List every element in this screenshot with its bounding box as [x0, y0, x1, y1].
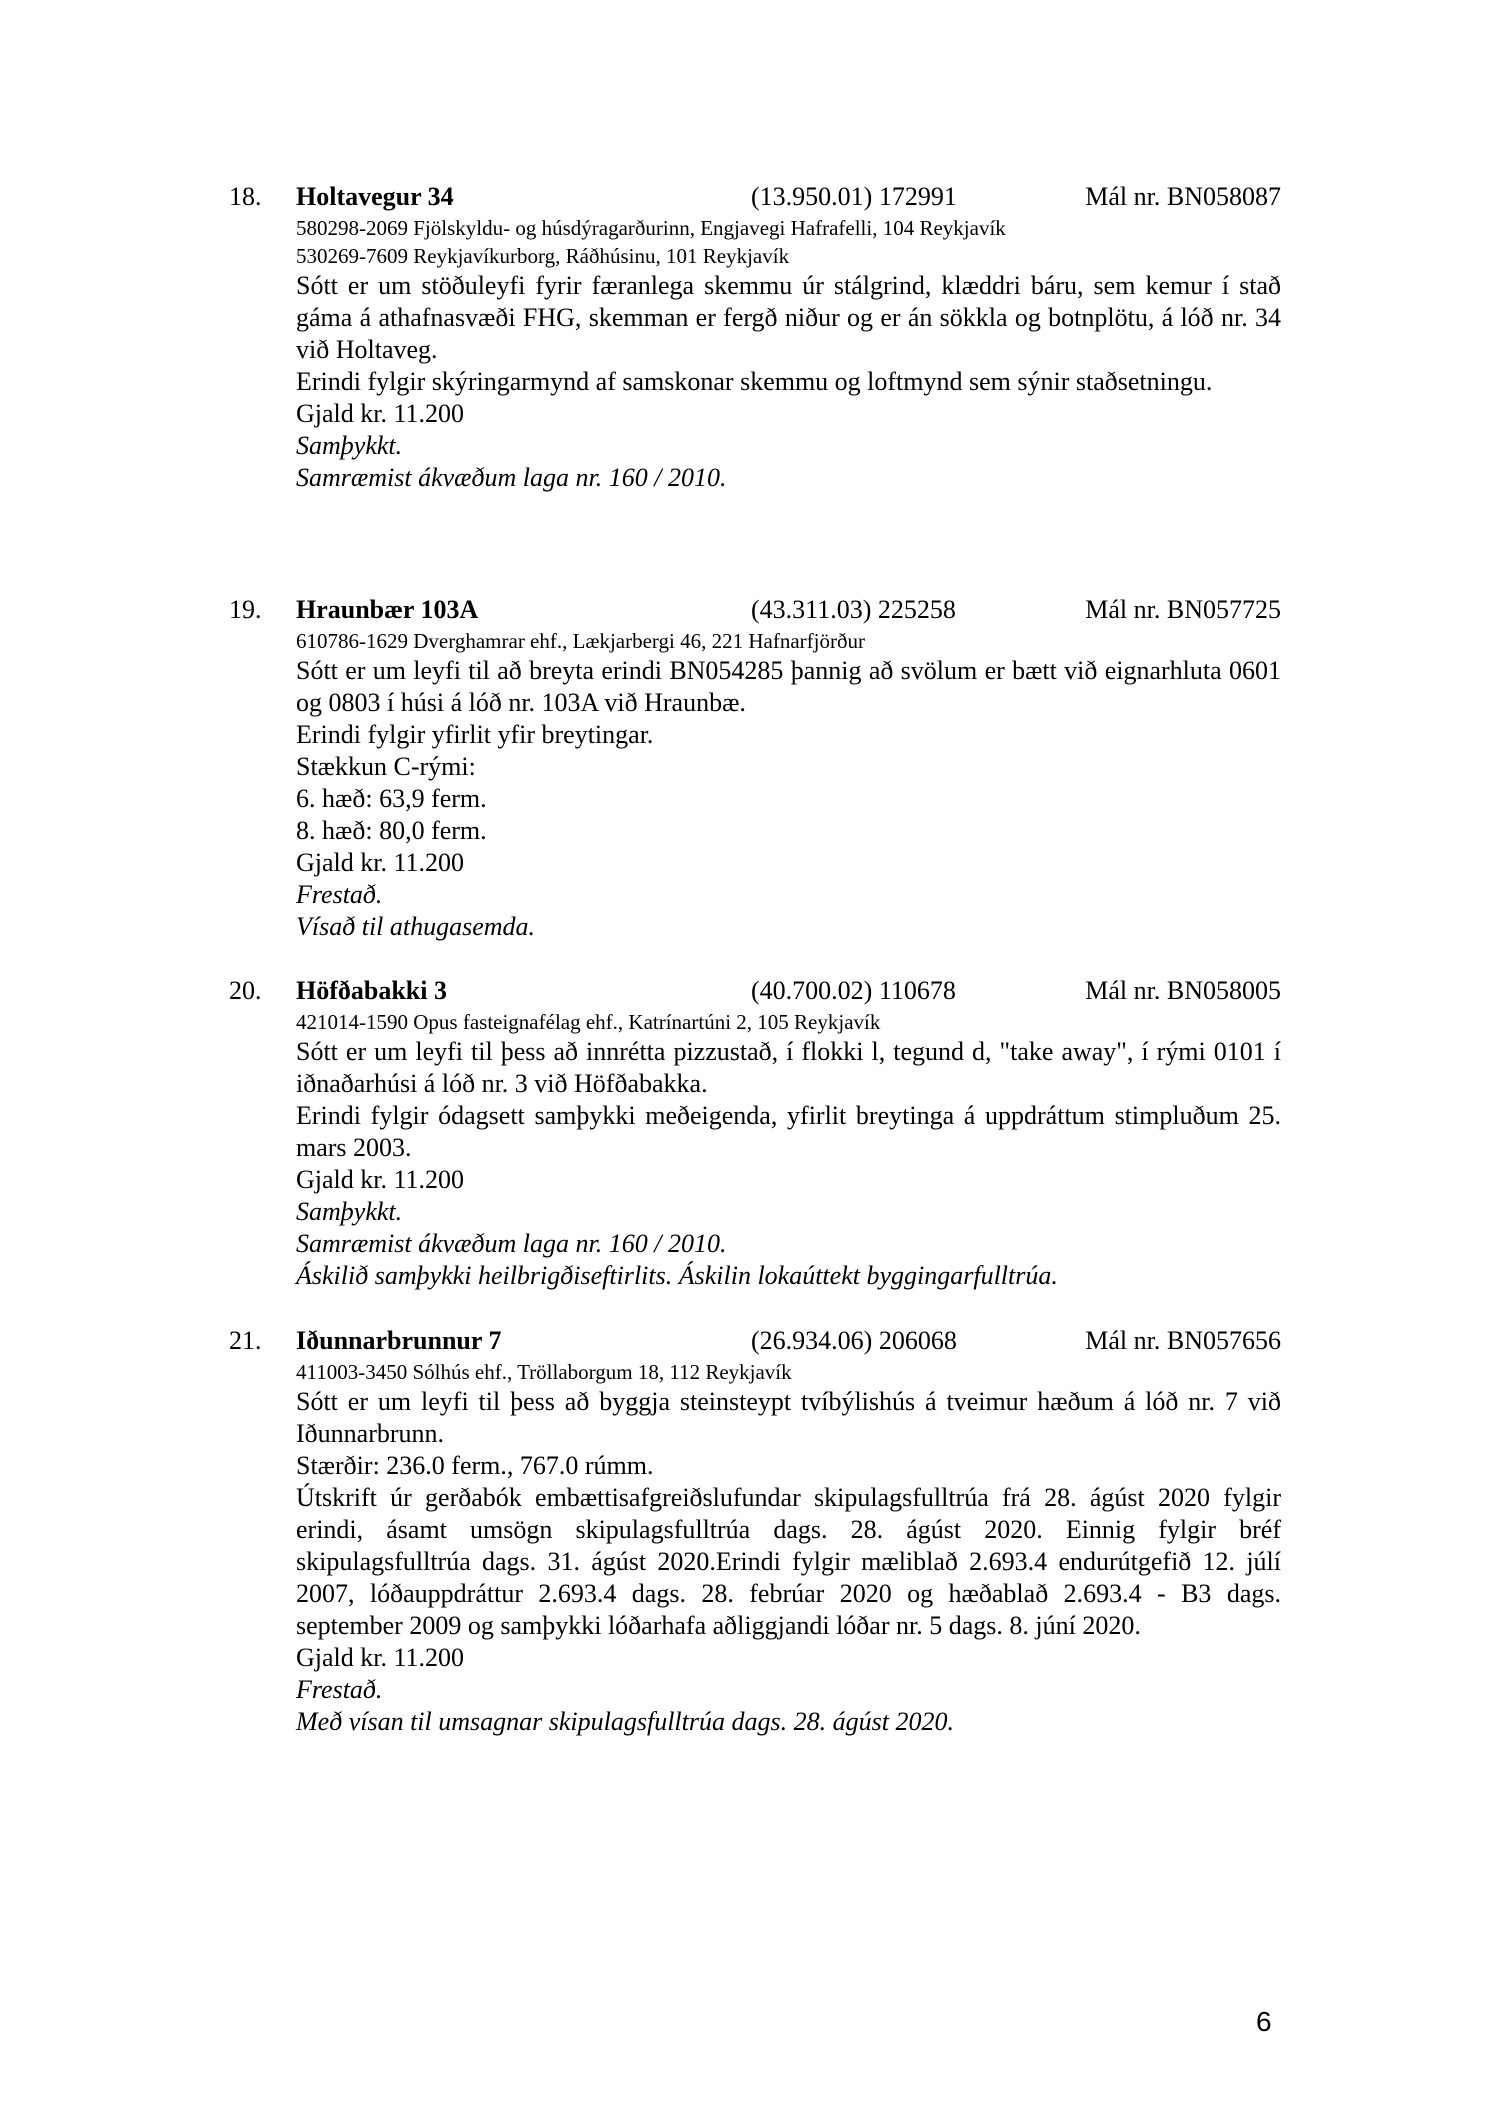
item-case-number: Mál nr. BN057725 [1085, 595, 1281, 624]
agenda-item-19 [229, 593, 1281, 943]
description-paragraph: Sótt er um leyfi til að breyta erindi BN054285 þannig að svölum er bætt við eignarhluta 0601 og 0803 í húsi á lóð nr. 103A við Hraunbæ. [296, 656, 1281, 717]
item-number: 19. [229, 595, 262, 624]
item-address: Holtavegur 34 [296, 182, 454, 211]
description-paragraph: Sótt er um stöðuleyfi fyrir færanlega skemmu úr stálgrind, klæddri báru, sem kemur í stað gáma á athafnasvæði FHG, skemman er fergð niður og er án sökkla og botnplötu, á lóð nr. 34 við Holtaveg. [296, 271, 1281, 364]
item-number: 18. [229, 182, 262, 211]
decision-line: Samþykkt. [296, 431, 403, 460]
item-address: Hraunbær 103A [296, 595, 479, 624]
decision-line: Með vísan til umsagnar skipulagsfulltrúa dags. 28. ágúst 2020. [296, 1707, 954, 1736]
decision-line: Áskilið samþykki heilbrigðiseftirlits. Áskilin lokaúttekt byggingarfulltrúa. [296, 1261, 1058, 1290]
decision-line: Samræmist ákvæðum laga nr. 160 / 2010. [296, 1229, 727, 1258]
item-case-number: Mál nr. BN057656 [1085, 1326, 1281, 1355]
description-paragraph: Útskrift úr gerðabók embættisafgreiðslufundar skipulagsfulltrúa frá 28. ágúst 2020 fylgir erindi, ásamt umsögn skipulagsfulltrúa dags. 28. ágúst 2020. Einnig fylgir bréf skipulagsfulltrúa dags. 31. ágúst 2020.Erindi fylgir mæliblað 2.693.4 endurútgefið 12. júlí 2007, lóðauppdráttur 2.693.4 dags. 28. febrúar 2020 og hæðablað 2.693.4 - B3 dags. september 2009 og samþykki lóðarhafa aðliggjandi lóðar nr. 5 dags. 8. júní 2020. [296, 1483, 1281, 1640]
item-header [229, 180, 1281, 214]
decision-line: Samþykkt. [296, 1197, 403, 1226]
description-paragraph: Sótt er um leyfi til þess að innrétta pizzustað, í flokki l, tegund d, "take away", í rými 0101 í iðnaðarhúsi á lóð nr. 3 við Höfðabakka. [296, 1037, 1281, 1098]
item-land-id: (26.934.06) 206068 [751, 1326, 957, 1355]
item-land-id: (40.700.02) 110678 [751, 976, 956, 1005]
item-address: Höfðabakki 3 [296, 976, 447, 1005]
applicant-line: 580298-2069 Fjölskyldu- og húsdýragarðurinn, Engjavegi Hafrafelli, 104 Reykjavík [296, 216, 1006, 240]
item-case-number: Mál nr. BN058087 [1085, 182, 1281, 211]
item-header [229, 974, 1281, 1008]
applicant-line: 421014-1590 Opus fasteignafélag ehf., Katrínartúni 2, 105 Reykjavík [296, 1010, 881, 1034]
item-body [296, 1358, 1281, 1738]
item-number: 21. [229, 1326, 262, 1355]
item-body [296, 214, 1281, 494]
item-header [229, 1324, 1281, 1358]
item-land-id: (43.311.03) 225258 [751, 595, 956, 624]
description-paragraph: Stærðir: 236.0 ferm., 767.0 rúmm. [296, 1451, 654, 1480]
item-body [296, 627, 1281, 943]
decision-line: Frestað. [296, 1675, 383, 1704]
description-paragraph: 6. hæð: 63,9 ferm. [296, 784, 487, 813]
decision-line: Vísað til athugasemda. [296, 912, 536, 941]
agenda-item-21 [229, 1324, 1281, 1738]
description-paragraph: Sótt er um leyfi til þess að byggja steinsteypt tvíbýlishús á tveimur hæðum á lóð nr. 7 við Iðunnarbrunn. [296, 1387, 1281, 1448]
description-paragraph: Stækkun C-rými: [296, 752, 476, 781]
decision-line: Samræmist ákvæðum laga nr. 160 / 2010. [296, 463, 727, 492]
agenda-item-18 [229, 180, 1281, 494]
fee-line: Gjald kr. 11.200 [296, 1165, 465, 1194]
item-number: 20. [229, 976, 262, 1005]
decision-line: Frestað. [296, 880, 383, 909]
fee-line: Gjald kr. 11.200 [296, 399, 465, 428]
item-land-id: (13.950.01) 172991 [751, 182, 957, 211]
applicant-line: 610786-1629 Dverghamrar ehf., Lækjarbergi 46, 221 Hafnarfjörður [296, 629, 865, 653]
item-case-number: Mál nr. BN058005 [1085, 976, 1281, 1005]
item-address: Iðunnarbrunnur 7 [296, 1326, 502, 1355]
fee-line: Gjald kr. 11.200 [296, 1643, 465, 1672]
item-body [296, 1008, 1281, 1292]
page-number: 6 [1256, 2006, 1272, 2037]
applicant-line: 411003-3450 Sólhús ehf., Tröllaborgum 18, 112 Reykjavík [296, 1360, 792, 1384]
agenda-item-20 [229, 974, 1281, 1292]
description-paragraph: 8. hæð: 80,0 ferm. [296, 816, 487, 845]
description-paragraph: Erindi fylgir skýringarmynd af samskonar skemmu og loftmynd sem sýnir staðsetningu. [296, 367, 1213, 396]
applicant-line: 530269-7609 Reykjavíkurborg, Ráðhúsinu, 101 Reykjavík [296, 244, 790, 268]
item-header [229, 593, 1281, 627]
description-paragraph: Erindi fylgir ódagsett samþykki meðeigenda, yfirlit breytinga á uppdráttum stimpluðum 25. mars 2003. [296, 1101, 1281, 1162]
description-paragraph: Erindi fylgir yfirlit yfir breytingar. [296, 720, 654, 749]
fee-line: Gjald kr. 11.200 [296, 848, 465, 877]
